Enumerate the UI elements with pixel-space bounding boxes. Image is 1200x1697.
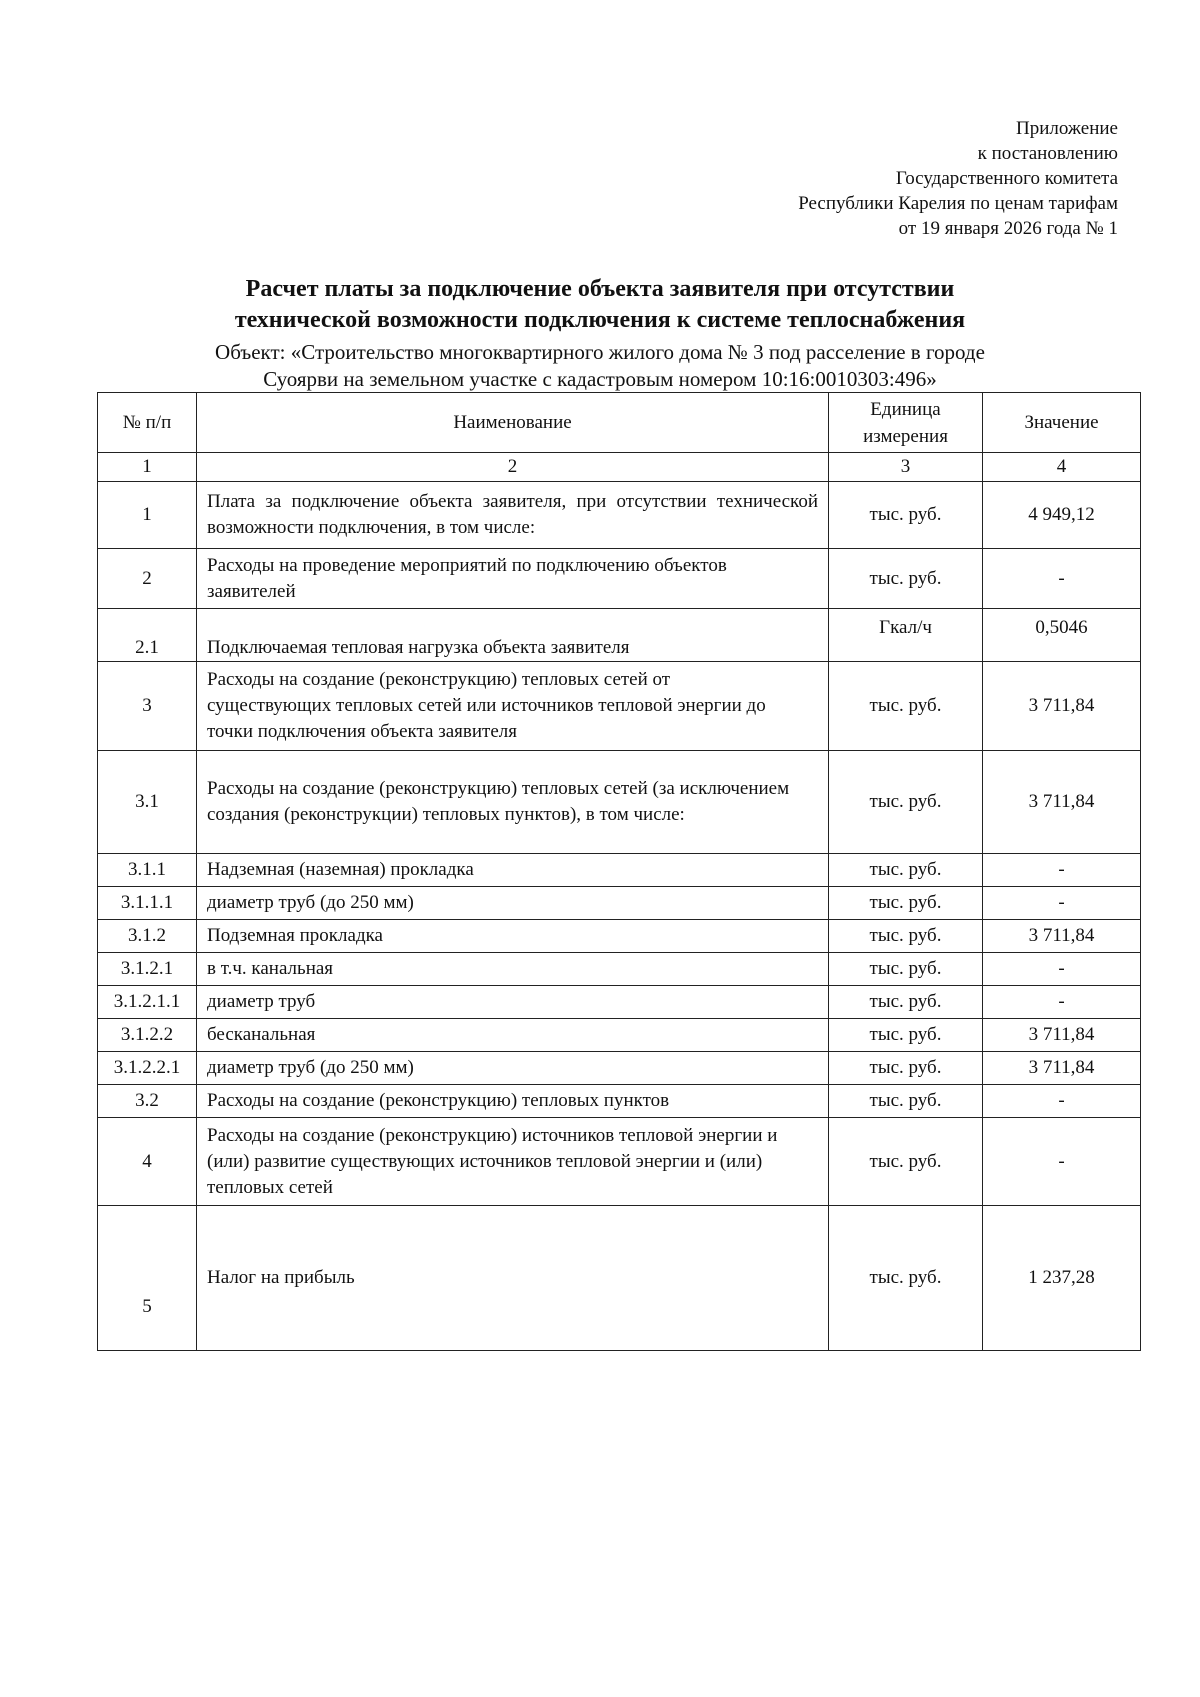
row-name: диаметр труб (до 250 мм) — [197, 1052, 829, 1085]
row-name: Надземная (наземная) прокладка — [197, 854, 829, 887]
row-name: Расходы на создание (реконструкцию) тепловых сетей (за исключением создания (реконструкции) тепловых пунктов), в том числе: — [197, 751, 829, 854]
table-row — [98, 920, 1141, 953]
row-num: 3.1.1 — [98, 854, 197, 887]
row-num: 3.1.2.2.1 — [98, 1052, 197, 1085]
header-unit-line: измерения — [863, 425, 948, 447]
appendix-line: Государственного комитета — [895, 168, 1118, 189]
row-num: 3.1.1.1 — [98, 887, 197, 920]
document-title — [90, 274, 1110, 336]
table-row — [98, 887, 1141, 920]
table-row — [98, 854, 1141, 887]
row-unit: тыс. руб. — [829, 1019, 983, 1052]
table-row — [98, 751, 1141, 854]
table-row — [98, 549, 1141, 609]
row-value: 3 711,84 — [983, 1052, 1141, 1085]
column-number-row — [98, 453, 1141, 482]
table-row — [98, 1019, 1141, 1052]
table-row — [98, 1085, 1141, 1118]
row-value: - — [983, 549, 1141, 609]
table-row — [98, 1118, 1141, 1206]
column-number: 2 — [197, 453, 829, 482]
row-value: - — [983, 854, 1141, 887]
row-unit: тыс. руб. — [829, 1206, 983, 1351]
row-num: 4 — [98, 1118, 197, 1206]
row-unit: тыс. руб. — [829, 1085, 983, 1118]
object-line: Объект: «Строительство многоквартирного жилого дома № 3 под расселение в городе — [215, 340, 985, 364]
row-value: 4 949,12 — [983, 482, 1141, 549]
object-description — [90, 339, 1110, 393]
row-num: 3.1 — [98, 751, 197, 854]
row-name: Расходы на создание (реконструкцию) тепловых пунктов — [197, 1085, 829, 1118]
row-unit: тыс. руб. — [829, 887, 983, 920]
table-row — [98, 1206, 1141, 1351]
title-line: технической возможности подключения к системе теплоснабжения — [234, 307, 966, 333]
row-value: 3 711,84 — [983, 920, 1141, 953]
row-name: бесканальная — [197, 1019, 829, 1052]
row-name: диаметр труб — [197, 986, 829, 1019]
row-value: - — [983, 887, 1141, 920]
row-name: Подземная прокладка — [197, 920, 829, 953]
appendix-line: Приложение — [1016, 118, 1118, 139]
table-row — [98, 482, 1141, 549]
appendix-line: Республики Карелия по ценам тарифам — [798, 193, 1118, 214]
header-unit — [829, 393, 983, 453]
column-number: 4 — [983, 453, 1141, 482]
row-value: 0,5046 — [983, 609, 1141, 662]
appendix-header — [798, 116, 1118, 241]
row-num: 3.1.2 — [98, 920, 197, 953]
row-name: в т.ч. канальная — [197, 953, 829, 986]
row-value: 3 711,84 — [983, 662, 1141, 751]
row-name: Подключаемая тепловая нагрузка объекта заявителя — [197, 609, 829, 662]
row-unit: тыс. руб. — [829, 1052, 983, 1085]
row-num-text: 5 — [142, 1296, 152, 1317]
header-num: № п/п — [98, 393, 197, 453]
row-num: 3 — [98, 662, 197, 751]
row-num: 3.1.2.2 — [98, 1019, 197, 1052]
row-unit: тыс. руб. — [829, 953, 983, 986]
calculation-table — [97, 392, 1141, 1351]
table-row — [98, 609, 1141, 662]
row-unit: тыс. руб. — [829, 662, 983, 751]
appendix-line: к постановлению — [977, 143, 1118, 164]
row-num: 3.1.2.1.1 — [98, 986, 197, 1019]
row-unit: Гкал/ч — [829, 609, 983, 662]
table-row — [98, 1052, 1141, 1085]
row-num: 2.1 — [98, 609, 197, 662]
row-unit: тыс. руб. — [829, 920, 983, 953]
row-name: Плата за подключение объекта заявителя, при отсутствии технической возможности подключения, в том числе: — [197, 482, 829, 549]
table-row — [98, 953, 1141, 986]
column-number: 1 — [98, 453, 197, 482]
row-unit: тыс. руб. — [829, 482, 983, 549]
table-header-row — [98, 393, 1141, 453]
row-value: 1 237,28 — [983, 1206, 1141, 1351]
header-unit-line: Единица — [870, 398, 941, 420]
row-value: - — [983, 953, 1141, 986]
table-row — [98, 662, 1141, 751]
row-name: диаметр труб (до 250 мм) — [197, 887, 829, 920]
appendix-line: от 19 января 2026 года № 1 — [898, 218, 1118, 239]
row-name: Налог на прибыль — [197, 1206, 829, 1351]
row-name: Расходы на создание (реконструкцию) тепловых сетей от существующих тепловых сетей или источников тепловой энергии до точки подключения объекта заявителя — [197, 662, 829, 751]
row-num: 3.2 — [98, 1085, 197, 1118]
row-unit: тыс. руб. — [829, 854, 983, 887]
row-unit: тыс. руб. — [829, 986, 983, 1019]
row-unit: тыс. руб. — [829, 549, 983, 609]
row-value: - — [983, 986, 1141, 1019]
row-unit: тыс. руб. — [829, 1118, 983, 1206]
row-unit: тыс. руб. — [829, 751, 983, 854]
row-num: 1 — [98, 482, 197, 549]
row-value: - — [983, 1085, 1141, 1118]
row-value: - — [983, 1118, 1141, 1206]
object-line: Суоярви на земельном участке с кадастровым номером 10:16:0010303:496» — [263, 367, 937, 391]
row-num: 2 — [98, 549, 197, 609]
row-value: 3 711,84 — [983, 1019, 1141, 1052]
row-value: 3 711,84 — [983, 751, 1141, 854]
header-name: Наименование — [197, 393, 829, 453]
table-row — [98, 986, 1141, 1019]
column-number: 3 — [829, 453, 983, 482]
row-name: Расходы на проведение мероприятий по подключению объектов заявителей — [197, 549, 829, 609]
row-num — [98, 1206, 197, 1351]
row-name: Расходы на создание (реконструкцию) источников тепловой энергии и (или) развитие существующих источников тепловой энергии и (или) тепловых сетей — [197, 1118, 829, 1206]
row-num: 3.1.2.1 — [98, 953, 197, 986]
title-line: Расчет платы за подключение объекта заявителя при отсутствии — [245, 276, 955, 302]
header-value: Значение — [983, 393, 1141, 453]
